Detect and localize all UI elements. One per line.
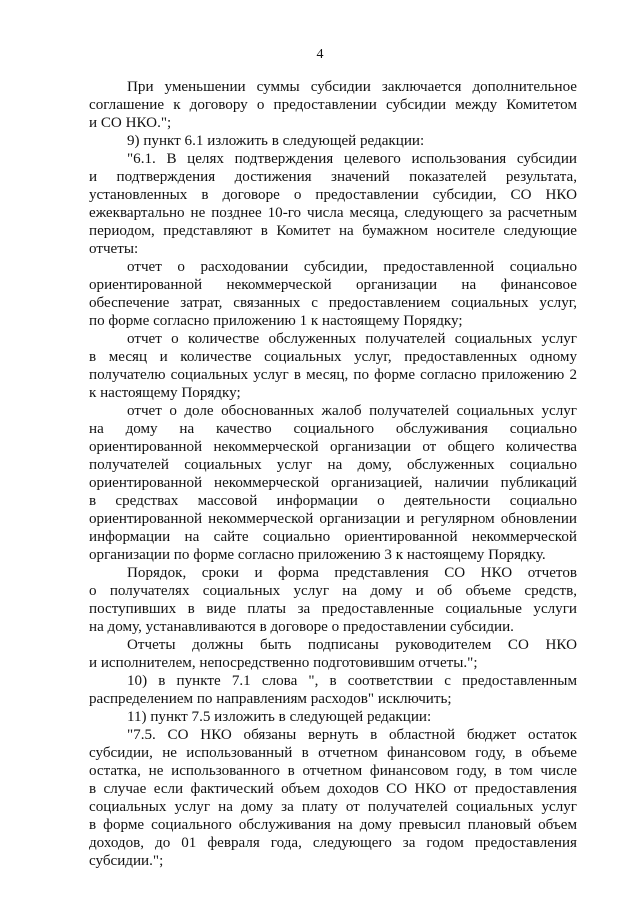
text-line: организации по форме согласно приложению 3 к настоящему Порядку.	[89, 547, 546, 563]
paragraph-2	[89, 132, 577, 150]
paragraph-6	[89, 402, 577, 564]
text-line: соглашение к договору о предоставлении субсидии между Комитетом	[89, 97, 577, 113]
text-line: по форме согласно приложению 1 к настоящему Порядку;	[89, 313, 463, 329]
text-line: "7.5. СО НКО обязаны вернуть в областной бюджет остаток	[127, 727, 577, 743]
page-number: 4	[316, 47, 324, 62]
text-line: 9) пункт 6.1 изложить в следующей редакции:	[127, 133, 425, 149]
text-line: обеспечение затрат, связанных с предоставлением социальных услуг,	[89, 295, 577, 311]
paragraph-5	[89, 330, 577, 402]
text-line: субсидии.";	[89, 853, 164, 869]
paragraph-11	[89, 726, 577, 870]
text-line: субсидии, не использованный в отчетном финансовом году, в объеме	[89, 745, 577, 761]
text-line: Отчеты должны быть подписаны руководителем СО НКО	[127, 637, 577, 653]
text-line: и исполнителем, непосредственно подготовившим отчеты.";	[89, 655, 478, 671]
text-line: поступивших в виде платы за предоставленные социальные услуги	[89, 601, 577, 617]
text-line: в случае если фактический объем доходов СО НКО от предоставления	[89, 781, 577, 797]
text-line: отчет о количестве обслуженных получателей социальных услуг	[127, 331, 577, 347]
text-line: периодом, представляют в Комитет на бумажном носителе следующие	[89, 223, 577, 239]
text-line: ориентированной некоммерческой организации от общего количества	[89, 439, 577, 455]
document-body	[89, 78, 577, 870]
text-line: Порядок, сроки и форма представления СО НКО отчетов	[127, 565, 577, 581]
text-line: установленных в договоре о предоставлении субсидии, СО НКО	[89, 187, 577, 203]
text-line: ориентированной некоммерческой организацией, наличии публикаций	[89, 475, 577, 491]
paragraph-8	[89, 636, 577, 672]
text-line: отчет о расходовании субсидии, предоставленной социально	[127, 259, 577, 275]
text-line: информации на сайте социально ориентированной некоммерческой	[89, 529, 577, 545]
text-line: к настоящему Порядку;	[89, 385, 241, 401]
paragraph-9	[89, 672, 577, 708]
text-line: о получателях социальных услуг на дому и об объеме средств,	[89, 583, 577, 599]
text-line: на дому на качество социального обслуживания социально	[89, 421, 577, 437]
text-line: 11) пункт 7.5 изложить в следующей редакции:	[127, 709, 432, 725]
text-line: ориентированной некоммерческой организации на финансовое	[89, 277, 577, 293]
paragraph-4	[89, 258, 577, 330]
text-line: получателю социальных услуг в месяц, по форме согласно приложению 2	[89, 367, 577, 383]
text-line: социальных услуг на дому за плату от получателей социальных услуг	[89, 799, 577, 815]
text-line: ежеквартально не позднее 10-го числа месяца, следующего за расчетным	[89, 205, 577, 221]
text-line: получателей социальных услуг на дому, обслуженных социально	[89, 457, 577, 473]
paragraph-7	[89, 564, 577, 636]
paragraph-1	[89, 78, 577, 132]
text-line: ориентированной некоммерческой организации и регулярном обновлении	[89, 511, 577, 527]
text-line: и СО НКО.";	[89, 115, 172, 131]
text-line: и подтверждения достижения значений показателей результата,	[89, 169, 577, 185]
text-line: отчет о доле обоснованных жалоб получателей социальных услуг	[127, 403, 577, 419]
text-line: "6.1. В целях подтверждения целевого использования субсидии	[127, 151, 577, 167]
text-line: доходов, до 01 февраля года, следующего за годом предоставления	[89, 835, 577, 851]
paragraph-10	[89, 708, 577, 726]
text-line: отчеты:	[89, 241, 139, 257]
text-line: остатка, не использованного в отчетном финансовом году, в том числе	[89, 763, 577, 779]
text-line: на дому, устанавливаются в договоре о предоставлении субсидии.	[89, 619, 514, 635]
text-line: При уменьшении суммы субсидии заключается дополнительное	[127, 79, 577, 95]
text-line: распределением по направлениям расходов" исключить;	[89, 691, 452, 707]
text-line: 10) в пункте 7.1 слова ", в соответствии с предоставленным	[127, 673, 577, 689]
text-line: в месяц и количестве социальных услуг, предоставленных одному	[89, 349, 577, 365]
text-line: в форме социального обслуживания на дому превысил плановый объем	[89, 817, 577, 833]
text-line: в средствах массовой информации о деятельности социально	[89, 493, 577, 509]
paragraph-3	[89, 150, 577, 258]
